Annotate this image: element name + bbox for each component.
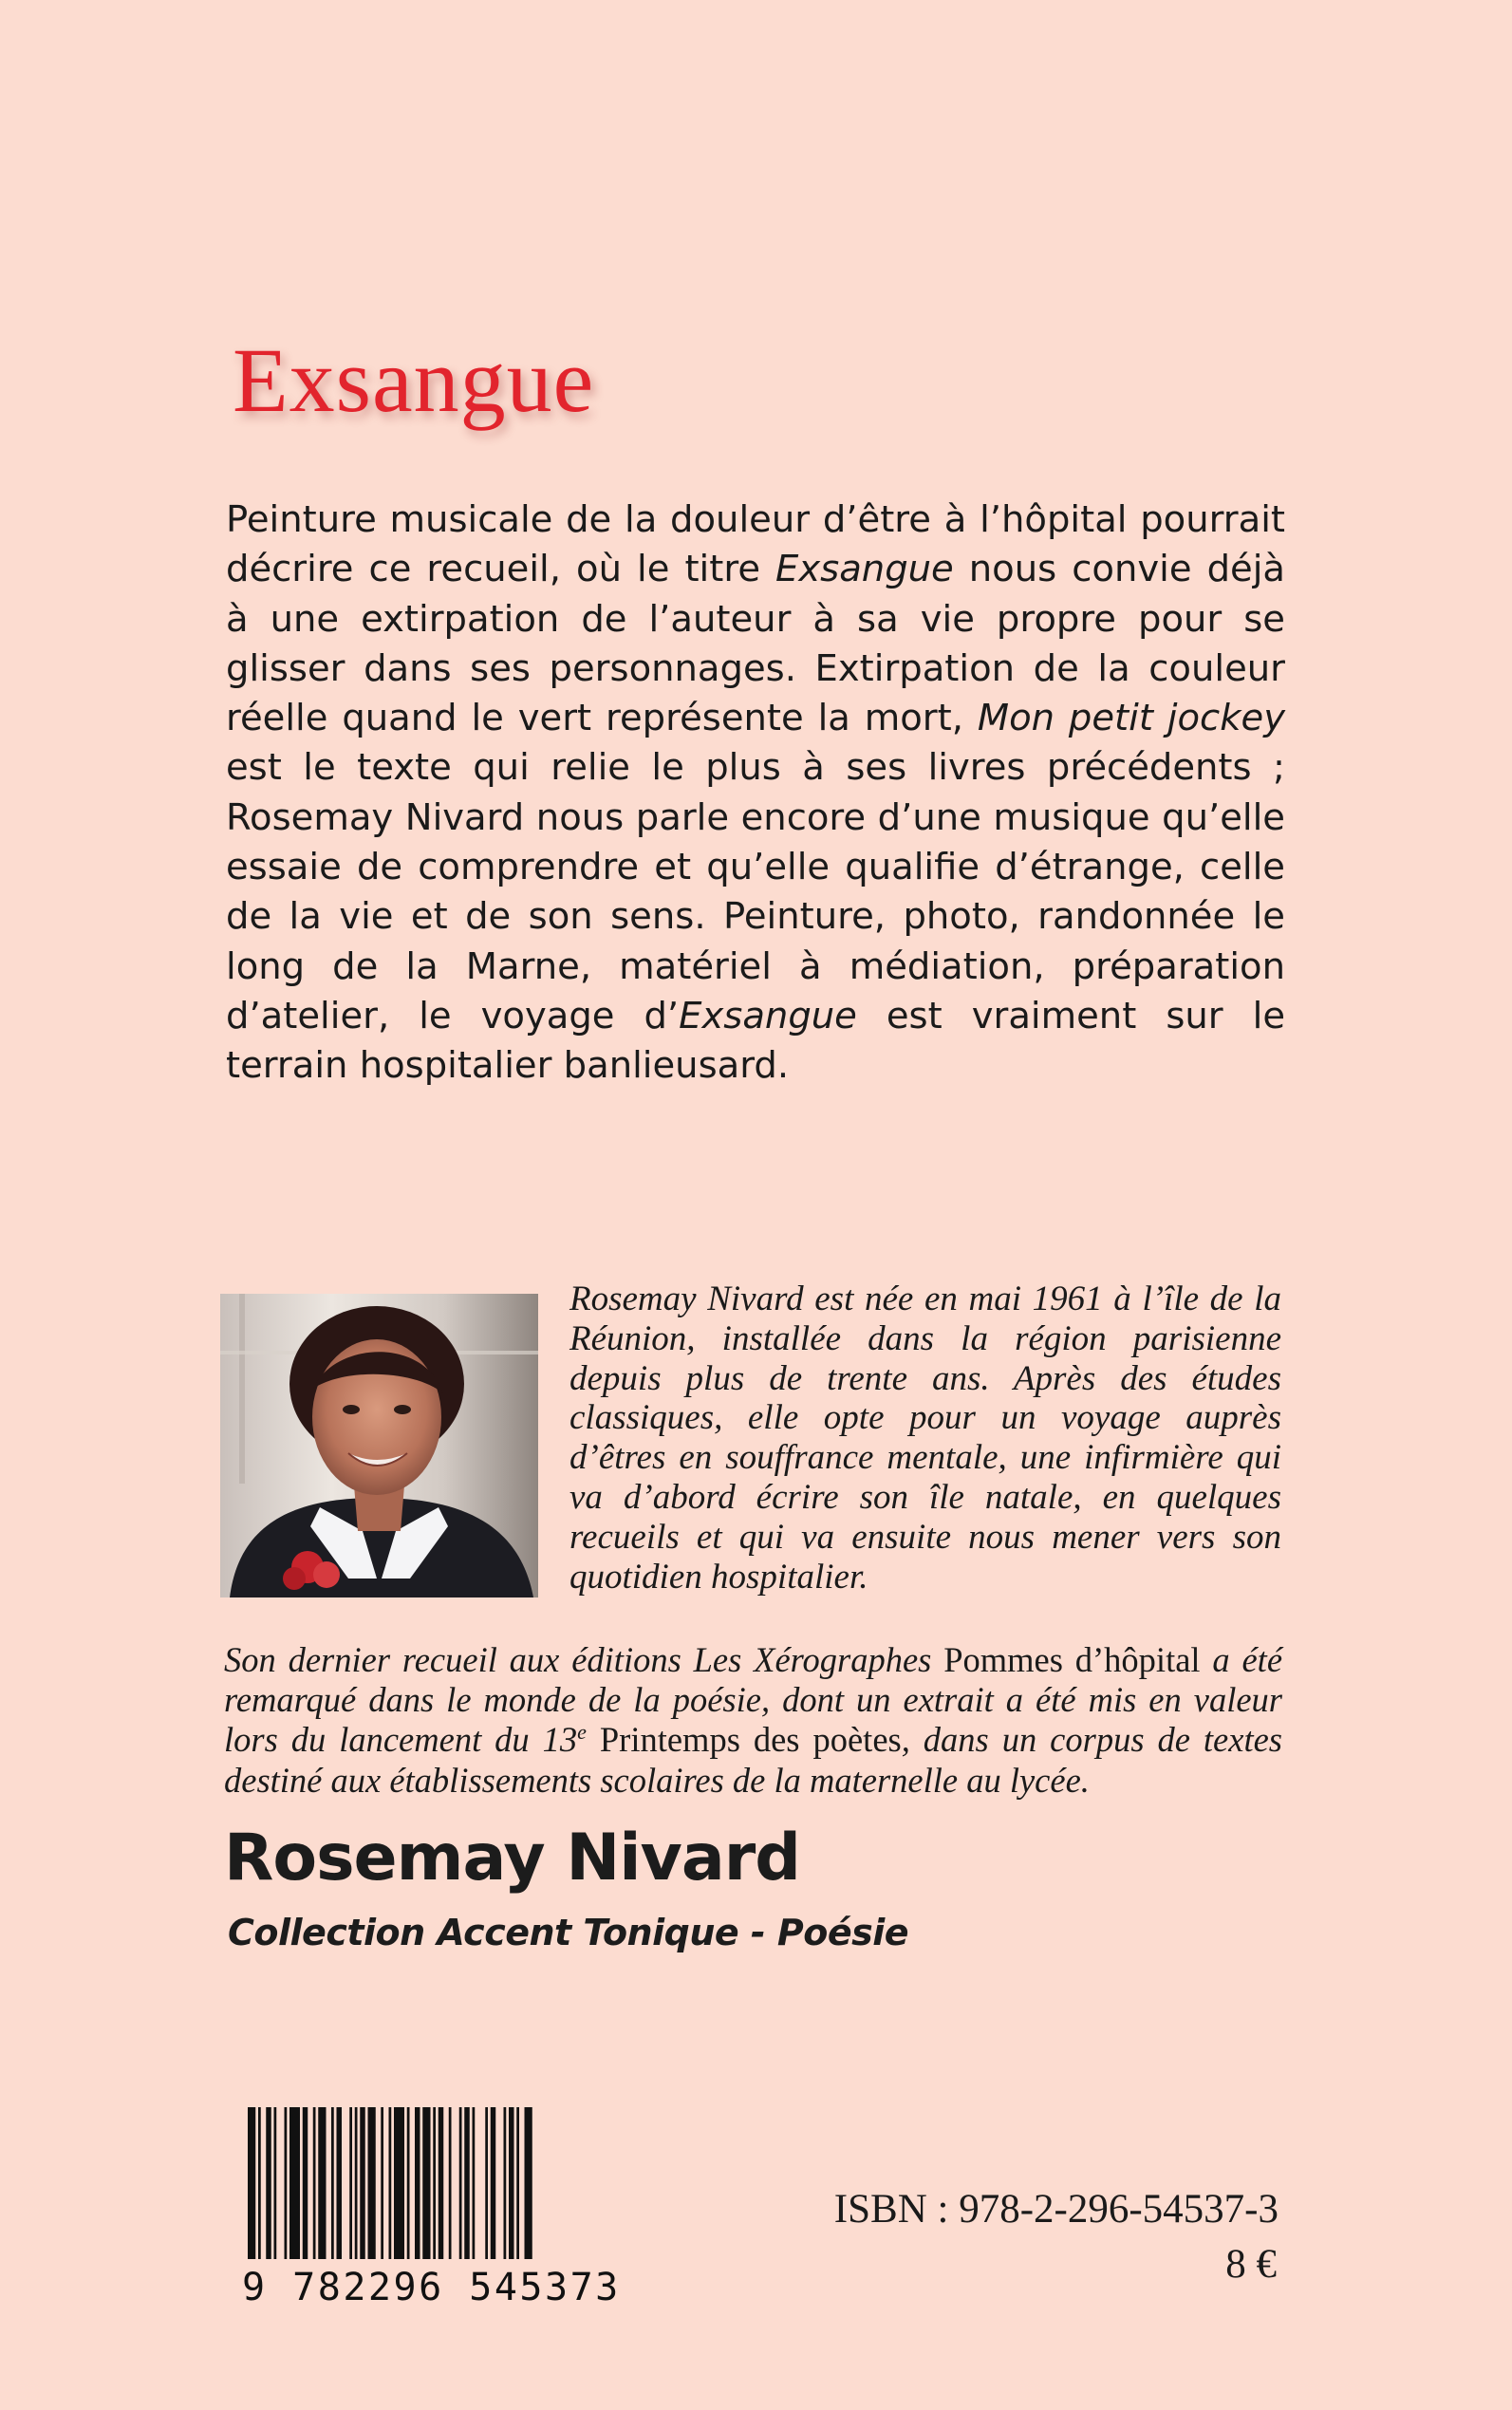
barcode-bar [459,2107,462,2259]
barcode-bar [303,2107,308,2259]
author-bio: Rosemay Nivard est née en mai 1961 à l’île de la Réunion, installée dans la région parisienne depuis plus de trente ans. Après des études classiques, elle opte pour un voyage auprès d’êtres en souffrance mentale, une infirmière qui va d’abord écrire son île natale, en quelques recueils et qui va ensuite nous mener vers son quotidien hospitalier. [569,1280,1281,1597]
note-part: Son dernier recueil aux éditions Les Xérographes [224,1640,944,1679]
book-title: Exsangue [233,329,595,431]
barcode-bar [473,2107,476,2259]
author-name: Rosemay Nivard [224,1821,800,1896]
latest-collection-note [224,1640,1282,1801]
blurb-part: est le texte qui relie le plus à ses livres précédents ; Rosemay Nivard nous parle encore d’une musique qu’elle essaie de comprendre et qu’elle qualifie d’étrange, celle de la vie et de son sens. Peinture, photo, randonnée le long de la Marne, matériel à médiation, préparation d’atelier, le voyage d’ [226,746,1285,1037]
isbn: ISBN : 978-2-296-54537-3 [833,2187,1279,2232]
note-book-title: Pommes d’hôpital [943,1640,1201,1679]
barcode-bar [389,2107,392,2259]
barcode [242,2107,621,2309]
blurb-italic-title: Exsangue [679,994,857,1037]
barcode-bar [313,2107,316,2259]
barcode-bar [504,2107,507,2259]
note-event-name: Printemps des poètes [586,1720,902,1760]
barcode-bar [337,2107,343,2259]
barcode-bar [381,2107,383,2259]
blurb-italic-poem: Mon petit jockey [977,697,1285,740]
blurb-part: est vraiment sur le terrain hospitalier banlieusard. [226,994,1286,1088]
barcode-bar [464,2107,470,2259]
barcode-bar [355,2107,358,2259]
barcode-bar [274,2107,277,2259]
collection-name: Collection Accent Tonique - Poésie [228,1912,909,1953]
barcode-bar [509,2107,514,2259]
barcode-bar [449,2107,452,2259]
barcode-bar [368,2107,376,2259]
blurb-part: Peinture musicale de la douleur d’être à l’hôpital pourrait décrire ce recueil, où le titre [226,498,1285,591]
author-photo [220,1294,538,1597]
barcode-bar [394,2107,404,2259]
barcode-bar [349,2107,352,2259]
blurb-italic-title: Exsangue [775,548,954,591]
barcode-bar [318,2107,326,2259]
note-part: a été remarqué dans le monde de la poésie, dont un extrait a été mis en valeur lors du lancement du 13 [224,1640,1283,1760]
price: 8 € [1225,2242,1277,2287]
barcode-bar [516,2107,519,2259]
barcode-bar [485,2107,488,2259]
barcode-bar [415,2107,420,2259]
barcode-bar [360,2107,365,2259]
barcode-bar [422,2107,430,2259]
note-superscript: e [577,1720,587,1745]
barcode-bar [433,2107,436,2259]
blurb-text [226,495,1285,1092]
barcode-digits: 9 782296 545373 [242,2266,621,2309]
note-part: , dans un corpus de textes destiné aux établissements scolaires de la maternelle au lycée. [224,1720,1282,1800]
barcode-bar [331,2107,334,2259]
barcode-bar [285,2107,288,2259]
barcode-bar [289,2107,300,2259]
barcode-bars [242,2107,617,2264]
blurb-part: nous convie déjà à une extirpation de l’auteur à sa vie propre pour se glisser dans ses personnages. Extirpation de la couleur réelle quand le vert représente la mort, [226,548,1285,740]
barcode-bar [258,2107,261,2259]
barcode-bar [266,2107,271,2259]
barcode-bar [407,2107,410,2259]
barcode-bar [248,2107,255,2259]
barcode-bar [491,2107,496,2259]
barcode-bar [525,2107,532,2259]
barcode-bar [439,2107,444,2259]
